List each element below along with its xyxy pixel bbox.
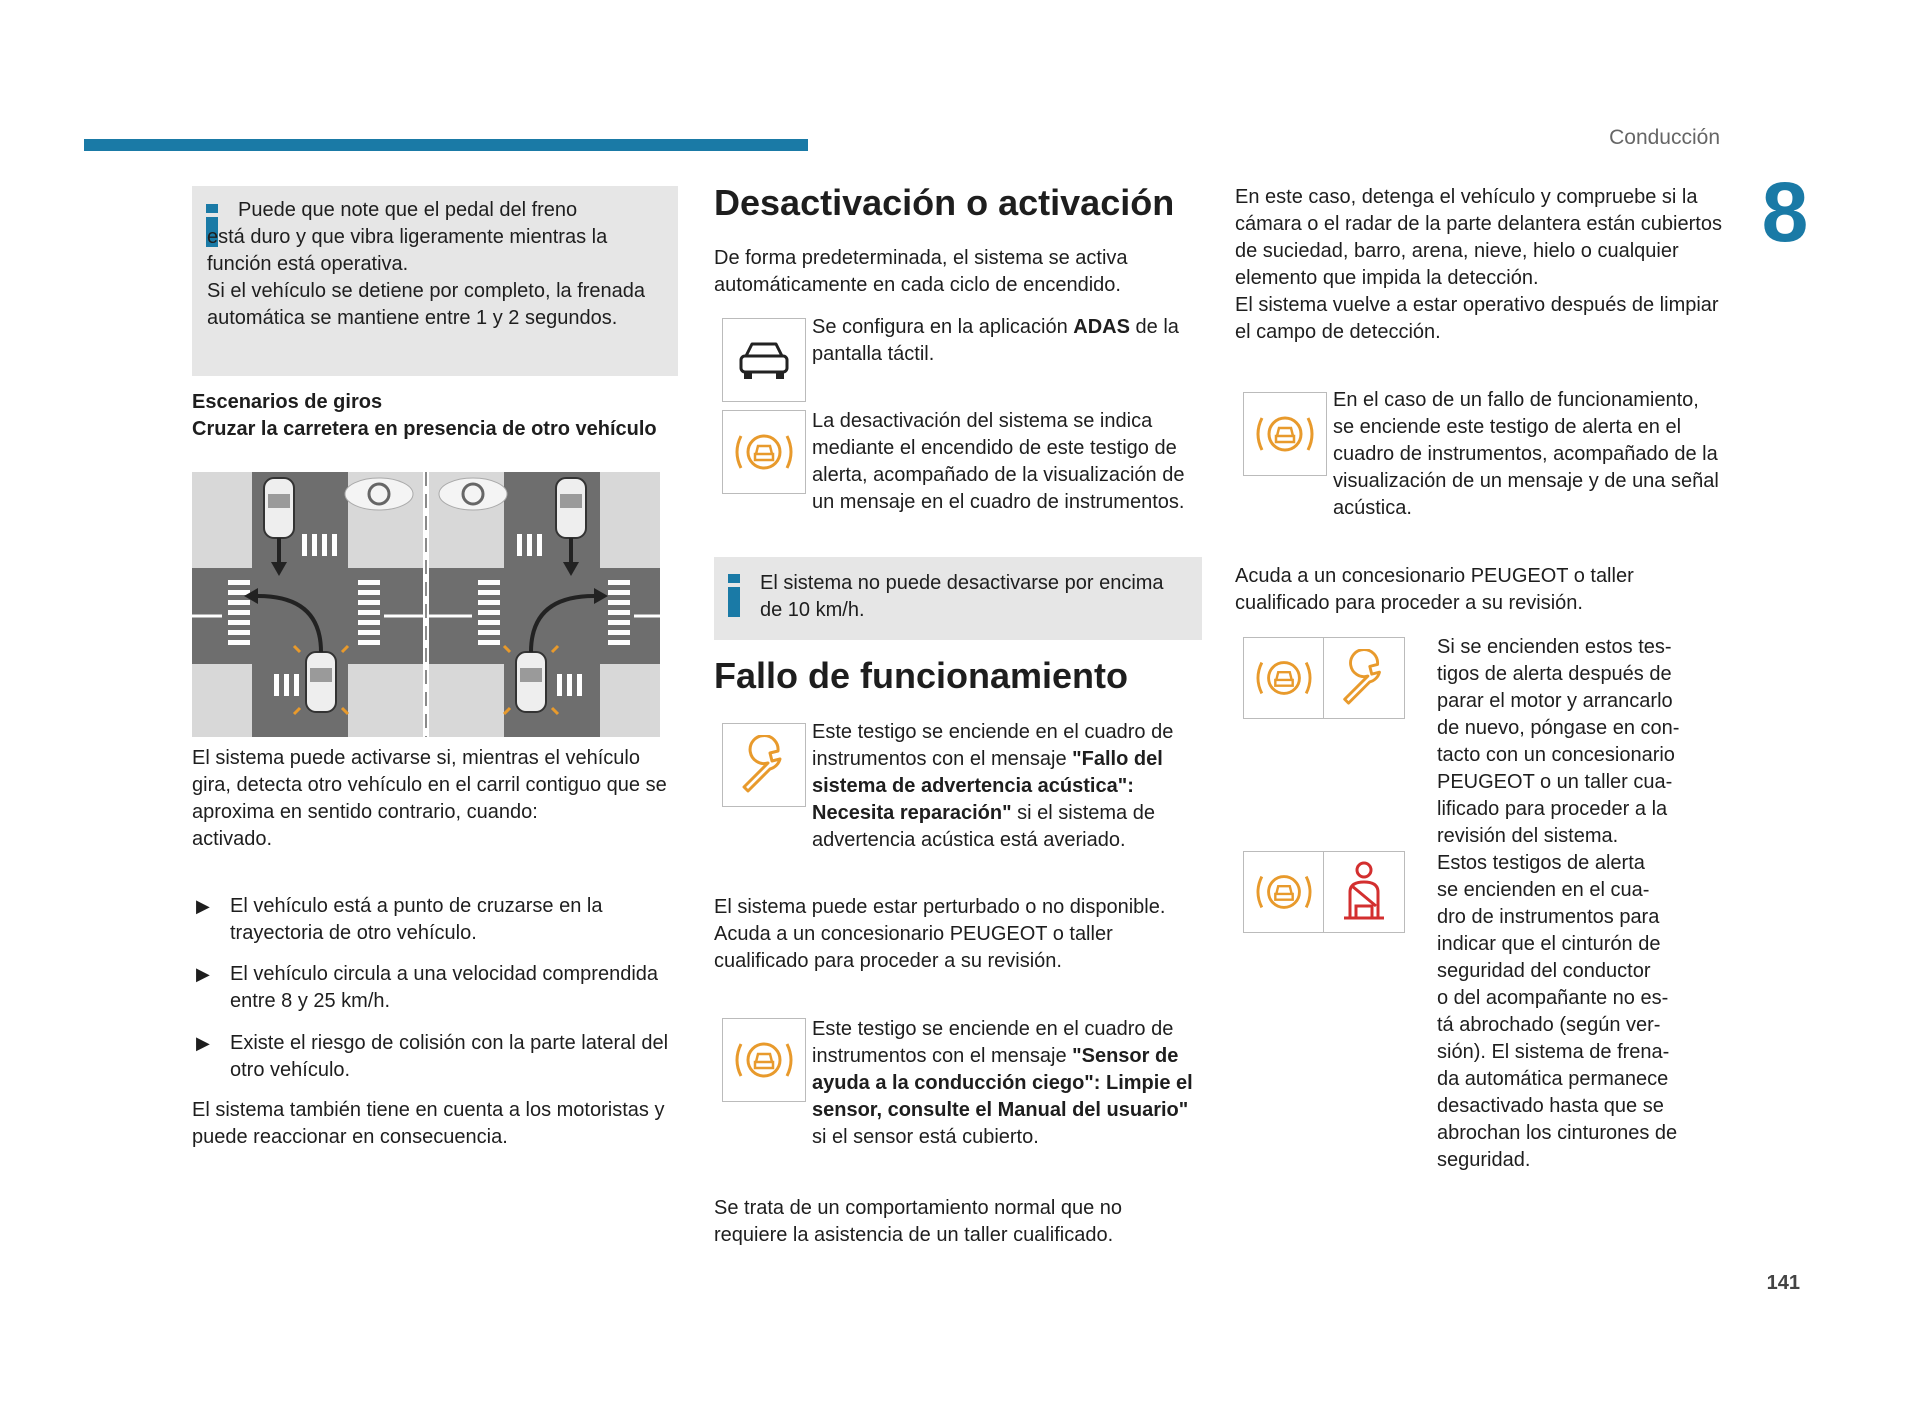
info-note-speed: [714, 557, 1202, 640]
section-title: Conducción: [1609, 126, 1720, 149]
bullet-text: El vehículo está a punto de cruzarse en la trayectoria de otro vehículo.: [230, 895, 603, 944]
paragraph-motorcyclists: El sistema también tiene en cuenta a los motoristas y puede reaccionar en consecuencia.: [192, 1099, 665, 1148]
note-text: El sistema no puede desactivarse por encima de 10 km/h.: [760, 572, 1164, 621]
bullet-arrow-icon: ▶: [196, 1033, 210, 1053]
brake-warning-icon: [1250, 406, 1320, 462]
wrench-text-post: si el sistema de advertencia acústica está averiado.: [812, 802, 1155, 851]
text-line: da automática permanece: [1437, 1068, 1669, 1090]
info-note-brake: [192, 186, 678, 376]
wrench-icon-box: [722, 723, 806, 807]
text-line: desactivado hasta que se: [1437, 1095, 1664, 1117]
info-icon: [728, 574, 740, 617]
bullet-arrow-icon: ▶: [196, 896, 210, 916]
text-line: Si se encienden estos tes-: [1437, 636, 1672, 658]
adas-text-post: de la pantalla táctil.: [812, 316, 1179, 365]
adas-app-name: ADAS: [1073, 316, 1130, 338]
text-line: lificado para proceder a la: [1437, 798, 1668, 820]
col3-intro: [1235, 184, 1725, 346]
note-body: [207, 224, 669, 332]
paragraph-dealer: Acuda a un concesionario PEUGEOT o taller cualificado para proceder a su revisión.: [714, 923, 1113, 972]
warning-icon-box: [1243, 637, 1325, 719]
warning-icon-box: [722, 1018, 806, 1102]
paragraph-normal-behaviour: Se trata de un comportamiento normal que no requiere la asistencia de un taller cualificado.: [714, 1197, 1123, 1246]
sensor-text-post: si el sensor está cubierto.: [812, 1126, 1039, 1148]
body-paragraph: [192, 745, 678, 853]
sensor-text-pre: Este testigo se enciende en el cuadro de instrumentos con el mensaje: [812, 1018, 1174, 1067]
warning-icon-box: [1243, 851, 1325, 933]
seatbelt-icon-box: [1323, 851, 1405, 933]
text-line: indicar que el cinturón de: [1437, 933, 1661, 955]
note-text: está duro y que vibra ligeramente mientras la función está operativa.: [207, 226, 608, 275]
wrench-text-pre: Este testigo se enciende en el cuadro de instrumentos con el mensaje: [812, 721, 1174, 770]
warning-icon-box: [722, 410, 806, 494]
paragraph-dealer-revision: Acuda a un concesionario PEUGEOT o taller cualificado para proceder a su revisión.: [1235, 565, 1634, 614]
text-line: sión). El sistema de frena-: [1437, 1041, 1670, 1063]
warning-icon-box: [1243, 392, 1327, 476]
text-line: revisión del sistema.: [1437, 825, 1619, 847]
wrench-icon: [1335, 649, 1393, 707]
brake-warning-icon: [1250, 865, 1318, 919]
text-line: tigos de alerta después de: [1437, 663, 1672, 685]
text-line: parar el motor y arrancarlo: [1437, 690, 1673, 712]
paragraph-operational-again: El sistema vuelve a estar operativo después de limpiar el campo de detección.: [1235, 294, 1719, 343]
text-line: seguridad del conductor: [1437, 960, 1651, 982]
intersection-illustration: [192, 472, 660, 737]
paragraph-disturbed: El sistema puede estar perturbado o no disponible.: [714, 896, 1166, 918]
car-icon-box: [722, 318, 806, 402]
text-line: tacto con un concesionario: [1437, 744, 1675, 766]
note-text-2: Si el vehículo se detiene por completo, la frenada automática se mantiene entre 1 y 2 segundos.: [207, 280, 646, 329]
chapter-number: 8: [1761, 165, 1809, 259]
bullet-arrow-icon: ▶: [196, 964, 210, 984]
wrench-icon: [734, 735, 794, 795]
subheading-crossing: Cruzar la carretera en presencia de otro vehículo: [192, 418, 657, 440]
paragraph-check-sensors: En este caso, detenga el vehículo y compruebe si la cámara o el radar de la parte delantera están cubiertos de suciedad, barro, arena, nieve, hielo o cualquier elemento que impida la detección.: [1235, 186, 1722, 289]
adas-config-text: [812, 314, 1194, 368]
wrench-icon-box: [1323, 637, 1405, 719]
sensor-warning-text: [812, 1016, 1204, 1151]
sensor-message: "Sensor de ayuda a la conducción ciego": Limpie el sensor, consulte el Manual del usuario": [812, 1045, 1193, 1121]
wrench-message: "Fallo del sistema de advertencia acústica": Necesita reparación": [812, 748, 1163, 824]
brake-warning-icon: [729, 1032, 799, 1088]
wrench-pair-text: [1437, 634, 1727, 1174]
heading-deactivation: Desactivación o activación: [714, 182, 1175, 223]
seatbelt-icon: [1336, 860, 1392, 924]
adas-text-pre: Se configura en la aplicación: [812, 316, 1074, 338]
text-line: abrochan los cinturones de: [1437, 1122, 1678, 1144]
paragraph-activation: El sistema puede activarse si, mientras el vehículo gira, detecta otro vehículo en el carril contiguo que se aproxima en sentido contrario, cuando:: [192, 747, 667, 823]
fault-warning-text: En el caso de un fallo de funcionamiento, se enciende este testigo de alerta en el cuadro de instrumentos, acompañado de la visualización de un mensaje y de una señal acústica.: [1333, 389, 1719, 519]
text-line: tá abrochado (según ver-: [1437, 1014, 1661, 1036]
wrench-warning-text: [812, 719, 1204, 854]
deactivation-text: La desactivación del sistema se indica mediante el encendido de este testigo de alerta, acompañado de la visualización de un mensaje en el cuadro de instrumentos.: [812, 410, 1185, 513]
text-line: seguridad.: [1437, 1149, 1531, 1171]
text-line: dro de instrumentos para: [1437, 906, 1660, 928]
text-line: se encienden en el cua-: [1437, 879, 1650, 901]
bullet-text: Existe el riesgo de colisión con la parte lateral del otro vehículo.: [230, 1032, 669, 1081]
text-line: Estos testigos de alerta: [1437, 852, 1645, 874]
heading-malfunction: Fallo de funcionamiento: [714, 655, 1129, 696]
brake-warning-icon: [1250, 651, 1318, 705]
text-line: PEUGEOT o un taller cua-: [1437, 771, 1673, 793]
page-number: 141: [1766, 1272, 1800, 1294]
paragraph-default-active: De forma predeterminada, el sistema se activa automáticamente en cada ciclo de encendido.: [714, 247, 1128, 296]
subheading-turn-scenarios: Escenarios de giros: [192, 391, 383, 413]
text-line: o del acompañante no es-: [1437, 987, 1669, 1009]
brake-warning-icon: [729, 424, 799, 480]
malfunction-body: [714, 894, 1174, 975]
paragraph-activated: activado.: [192, 828, 273, 850]
bullet-text: El vehículo circula a una velocidad comprendida entre 8 y 25 km/h.: [230, 963, 659, 1012]
text-line: de nuevo, póngase en con-: [1437, 717, 1680, 739]
note-line1: Puede que note que el pedal del freno: [238, 199, 578, 221]
car-front-icon: [736, 338, 792, 382]
header-accent-bar: [84, 139, 808, 151]
